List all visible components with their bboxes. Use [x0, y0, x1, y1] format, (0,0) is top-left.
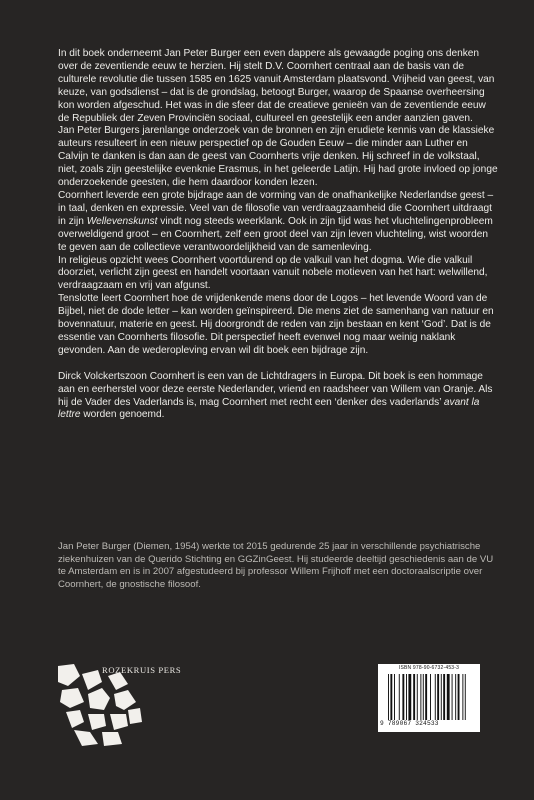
barcode-bars — [388, 674, 470, 720]
paragraph-text: In religieus opzicht wees Coornhert voortdurend op de valkuil van het dogma. Wie die valkuil doorziet, verlicht zijn geest en handelt voortaan vanuit nobele motieven van het hart: welwillend, verdraagzaam en vrij van afgunst. — [58, 254, 488, 292]
blurb-paragraph — [58, 125, 498, 190]
barcode-digits: 9 789067 324533 — [380, 720, 439, 727]
paragraph-text: Dirck Volckertszoon Coornhert is een van de Lichtdragers in Europa. Dit boek is een hommage aan en eerherstel voor deze eerste Nederlander, vriend en raadsheer van Willem van Oranje. Als hij de Vader des Vaderlands is, mag Coornhert met recht een ‘denker des vaderlands’ — [58, 370, 493, 408]
barcode-bar — [408, 674, 411, 720]
barcode-bar — [452, 674, 453, 720]
isbn-label: ISBN 978-90-6732-453-3 — [398, 665, 460, 671]
paragraph-text: Jan Peter Burgers jarenlange onderzoek van de bronnen en zijn erudiete kennis van de klassieke auteurs resulteert in een nieuw perspectief op de Gouden Eeuw – die minder aan Luther en Calvijn te danken is dan aan de geest van Coornherts vrije denken. Hij schreef in de volkstaal, niet, zoals zijn geestelijke evenknie Erasmus, in het geleerde Latijn. Hij had grote invloed op jonge onderzoekende geesten, die hem daardoor konden lezen. — [58, 125, 498, 189]
blurb-paragraph — [58, 48, 498, 125]
blurb-text — [58, 48, 498, 422]
blurb-paragraph — [58, 371, 498, 423]
barcode-bar — [394, 674, 395, 720]
paragraph-text: vindt nog steeds weerklank. Ook in zijn tijd was het vluchtelingenprobleem overweldigend groot – en Coornhert, zelf een groot deel van zijn leven vluchteling, wist woorden te geven aan de collectieve verantwoordelijkheid van de samenleving. — [58, 215, 493, 253]
barcode-bar — [443, 674, 445, 720]
barcode-bar — [388, 674, 389, 720]
blurb-paragraph — [58, 293, 498, 358]
barcode-bar — [399, 674, 400, 720]
italic-title: avant la lettre — [58, 396, 480, 421]
barcode-bar — [458, 674, 460, 720]
barcode-bar — [390, 674, 392, 720]
barcode-bar — [430, 674, 431, 720]
barcode-bar — [402, 674, 404, 720]
barcode-bar — [447, 674, 450, 720]
isbn-barcode — [378, 664, 480, 732]
paragraph-text: worden genoemd. — [80, 409, 165, 421]
barcode-bar — [435, 674, 436, 720]
blurb-paragraph — [58, 190, 498, 255]
barcode-bar — [413, 674, 415, 720]
rose-logo-icon — [58, 664, 142, 746]
barcode-bar — [462, 674, 463, 720]
barcode-bar — [417, 674, 418, 720]
barcode-bar — [465, 674, 466, 720]
barcode-bar — [441, 674, 442, 720]
paragraph-text: Tenslotte leert Coornhert hoe de vrijdenkende mens door de Logos – het levende Woord van de Bijbel, niet de dode letter – kan worden geïnspireerd. Die mens ziet de samenhang van natuur en bovennatuur, materie en geest. Hij doorgrondt de reden van zijn bestaan en kent ‘God’. Dat is de essentie van Coornherts filosofie. Dit perspectief heeft evenwel nog maar weinig naklank gevonden. Aan de wederopleving ervan wil dit boek een bijdrage zijn. — [58, 293, 494, 356]
barcode-bar — [437, 674, 439, 720]
italic-title: Wellevenskunst — [86, 215, 158, 227]
barcode-bar — [425, 674, 427, 720]
barcode-bar — [406, 674, 407, 720]
paragraph-text: Coornhert leverde een grote bijdrage aan de vorming van de onafhankelijke Nederlandse geest – in taal, denken en expressie. Veel van de filosofie van verdraagzaamheid die Coornhert uitdraagt in zijn — [58, 189, 494, 227]
barcode-bar — [423, 674, 424, 720]
paragraph-text: In dit boek onderneemt Jan Peter Burger een even dappere als gewaagde poging ons denken over de zeventiende eeuw te herzien. Hij stelt D.V. Coornhert centraal aan de basis van de culturele revolutie die tussen 1585 en 1625 vanuit Amsterdam plaatsvond. Vrijheid van geest, van keuze, van godsdienst – dat is de grondslag, betoogt Burger, waarop de Spaanse overheersing kon worden afgeschud. Het was in die sfeer dat de creatieve genieën van de zeventiende eeuw de Republiek der Zeven Provinciën sociaal, cultureel en geestelijk een ander aanzien gaven. — [58, 48, 495, 124]
publisher-name: ROZEKRUIS PERS — [102, 665, 182, 675]
barcode-bar — [420, 674, 421, 720]
author-bio: Jan Peter Burger (Diemen, 1954) werkte tot 2015 gedurende 25 jaar in verschillende psychiatrische ziekenhuizen van de Querido Stichting en GGZinGeest. Hij studeerde deeltijd geschiedenis aan de VU te Amsterdam en is in 2007 afgestudeerd bij professor Willem Frijhoff met een doctoraalscriptie over Coornhert, de gnostische filosoof. — [58, 541, 494, 590]
blurb-paragraph — [58, 255, 498, 294]
paragraph-gap — [58, 358, 498, 371]
barcode-bar — [455, 674, 456, 720]
